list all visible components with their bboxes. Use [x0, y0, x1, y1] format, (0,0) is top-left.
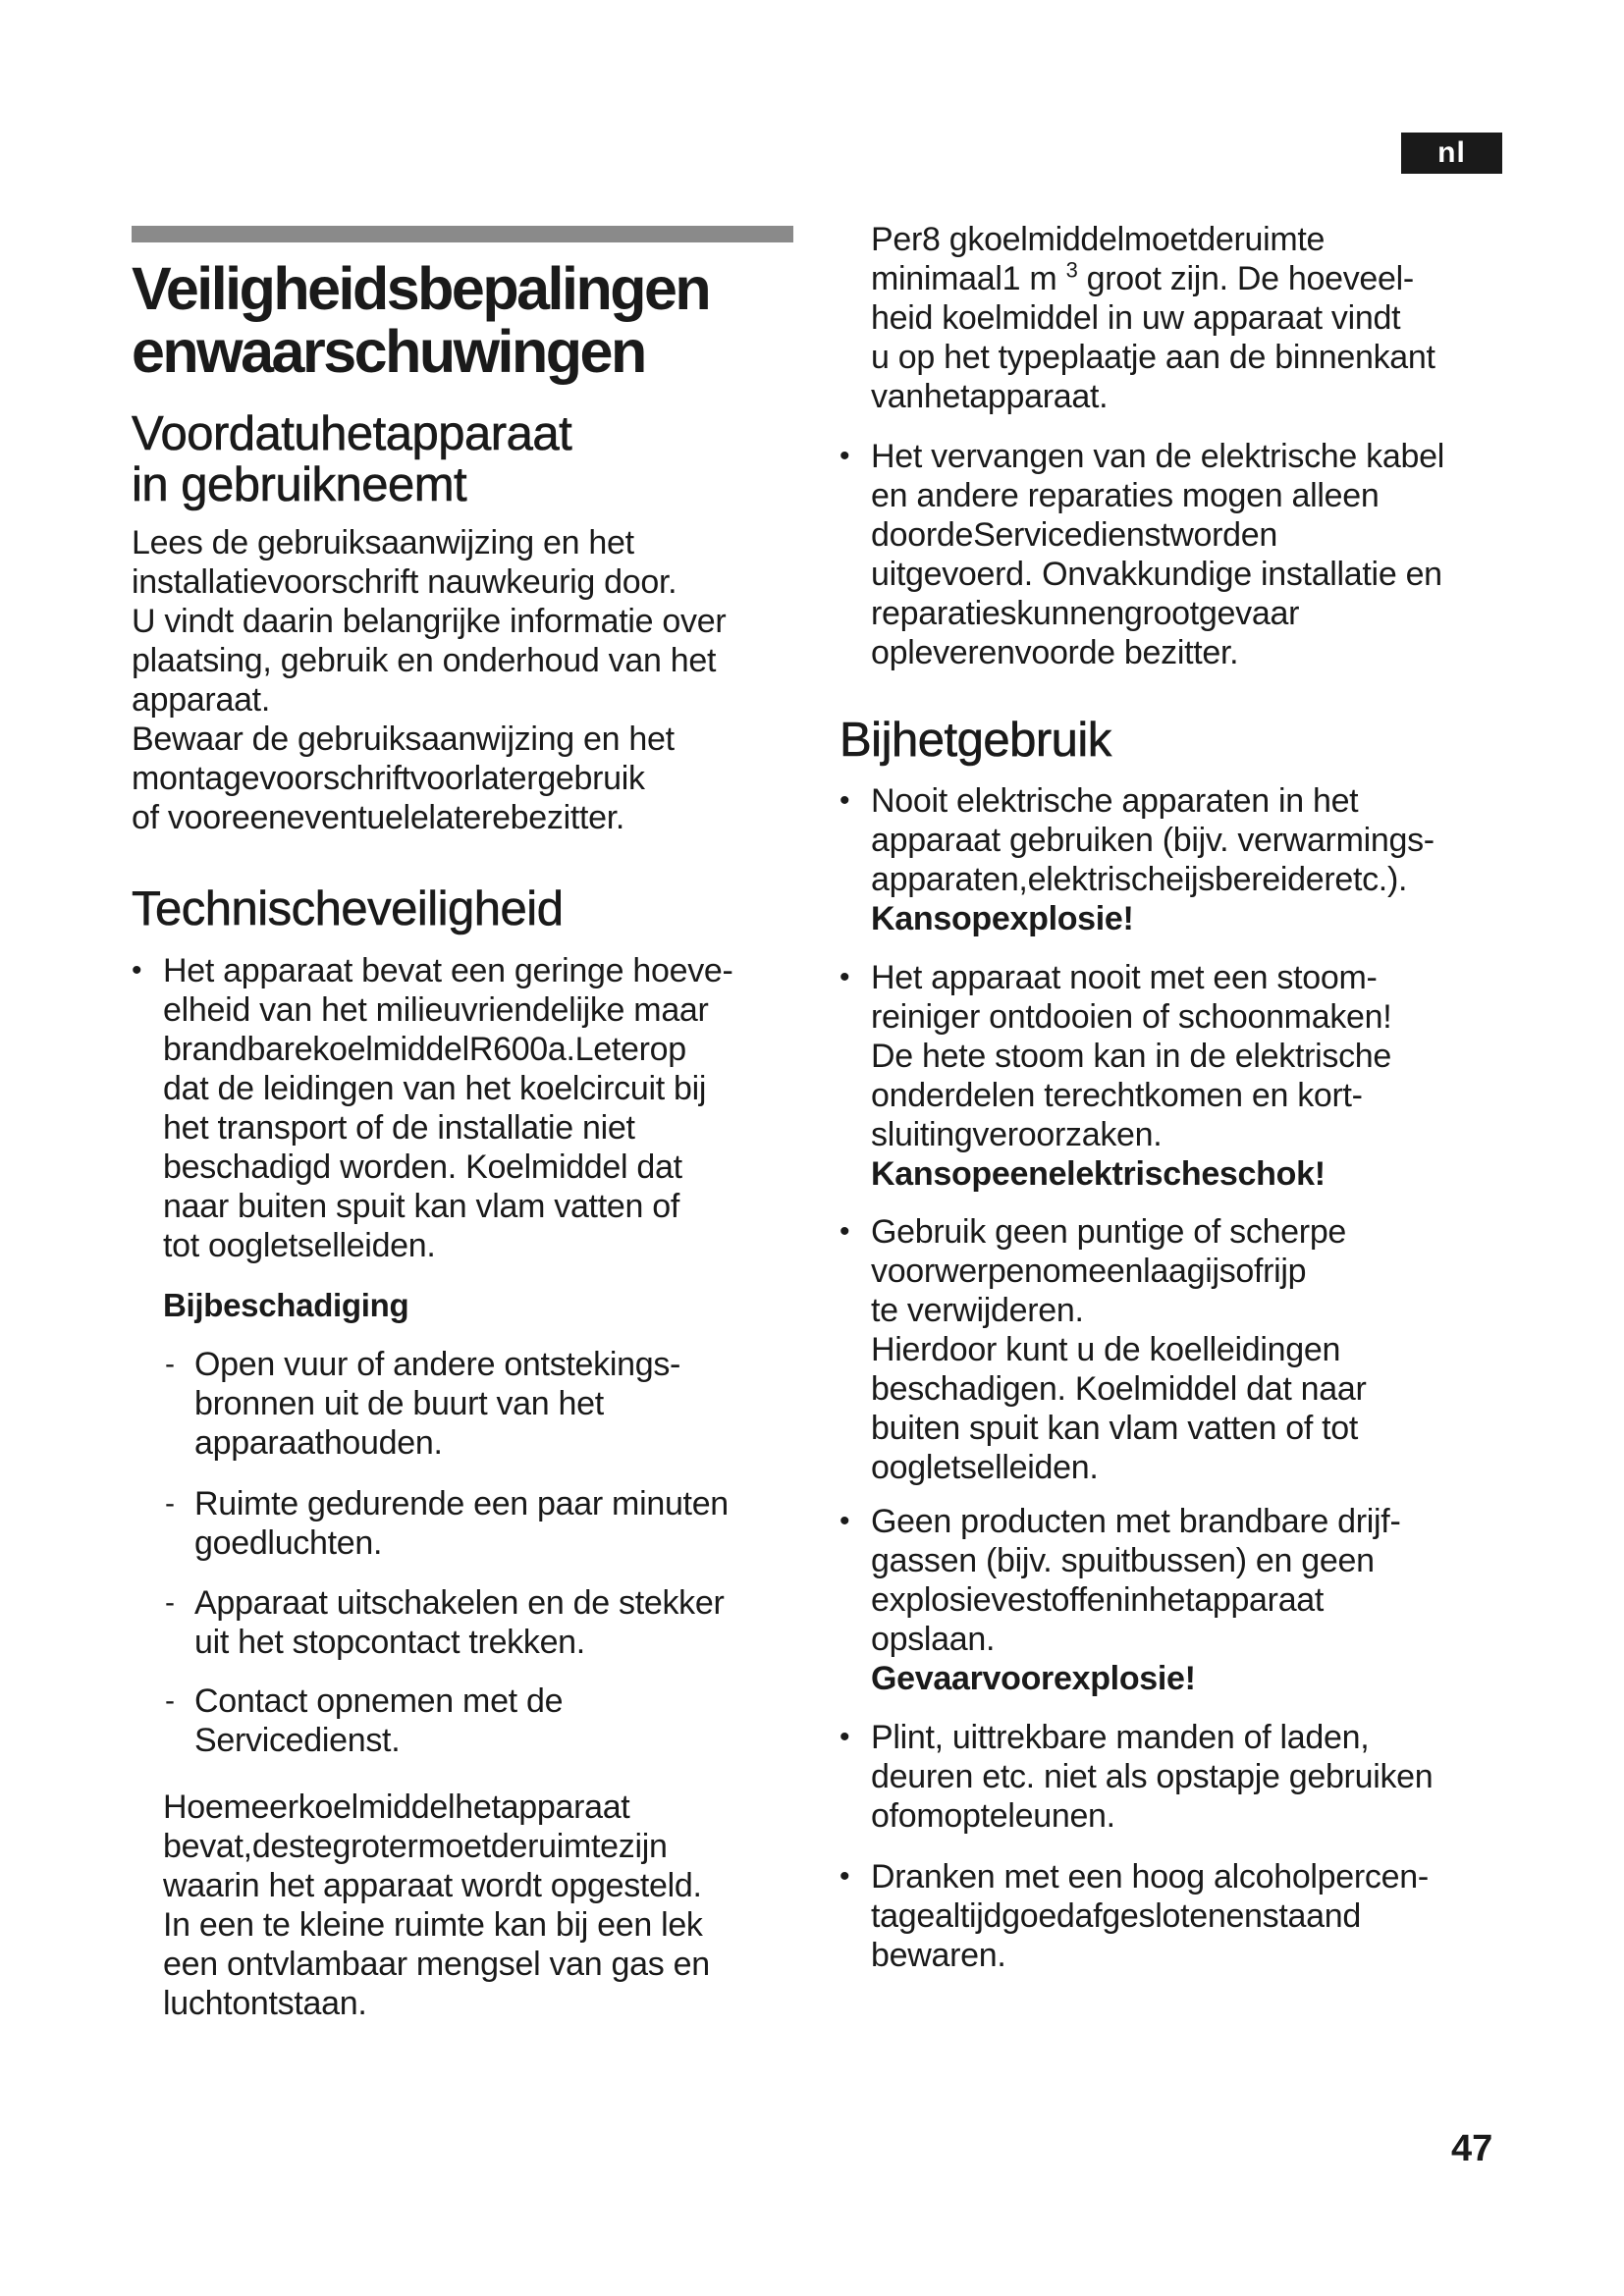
text-fragment: minimaal1 m — [871, 260, 1066, 297]
text-line: Het apparaat nooit met een stoom- — [871, 959, 1378, 996]
text-line: Apparaat uitschakelen en de stekker — [194, 1584, 725, 1622]
page-number: 47 — [1451, 2128, 1493, 2169]
bullet-alcohol — [839, 1857, 1429, 1975]
dash-item-ventilate — [165, 1484, 729, 1563]
text-line: apparaat gebruiken (bijv. verwarmings- — [871, 822, 1435, 859]
bullet-dot: • — [839, 440, 850, 472]
bullet-no-sharp-objects — [839, 1212, 1367, 1487]
page-title — [132, 257, 819, 383]
bullet-no-steam — [839, 958, 1392, 1194]
text-line: Het apparaat bevat een geringe hoeve- — [163, 952, 733, 989]
heading-line: Voordatuhetapparaat — [132, 407, 572, 460]
bullet-dot: • — [839, 1860, 850, 1893]
text-line: Open vuur of andere ontstekings- — [194, 1346, 681, 1383]
text-line: apparaat. — [132, 681, 270, 719]
text-line: Servicedienst. — [194, 1722, 401, 1759]
text-line: bronnen uit de buurt van het — [194, 1385, 604, 1422]
bullet-repairs — [839, 437, 1444, 672]
text-line: elheid van het milieuvriendelijke maar — [163, 991, 709, 1029]
text-line: U vindt daarin belangrijke informatie over — [132, 603, 727, 640]
text-line: installatievoorschrift nauwkeurig door. — [132, 563, 677, 601]
bullet-dot: • — [839, 961, 850, 993]
text-line: Lees de gebruiksaanwijzing en het — [132, 524, 634, 561]
text-line: naar buiten spuit kan vlam vatten of — [163, 1188, 679, 1225]
text-line: bewaren. — [871, 1937, 1006, 1974]
text-line: montagevoorschriftvoorlatergebruik — [132, 760, 645, 797]
page-title-line: Veiligheidsbepalingen — [132, 255, 710, 322]
text-line: Het vervangen van de elektrische kabel — [871, 438, 1444, 475]
text-line: beschadigd worden. Koelmiddel dat — [163, 1148, 682, 1186]
text-line: Nooit elektrische apparaten in het — [871, 782, 1359, 820]
text-line: De hete stoom kan in de elektrische — [871, 1038, 1392, 1075]
text-line: Bewaar de gebruiksaanwijzing en het — [132, 721, 675, 758]
text-line: het transport of de installatie niet — [163, 1109, 635, 1147]
text-line: opslaan. — [871, 1621, 996, 1658]
text-line: Per8 gkoelmiddelmoetderuimte — [871, 221, 1326, 258]
text-line: reparatieskunnengrootgevaar — [871, 595, 1300, 632]
text-line: In een te kleine ruimte kan bij een lek — [163, 1906, 703, 1944]
room-size-paragraph — [163, 1788, 710, 2023]
heading-technical-safety: Technischeveiligheid — [132, 882, 564, 935]
text-line: buiten spuit kan vlam vatten of tot — [871, 1410, 1359, 1447]
bullet-dot: • — [132, 954, 142, 987]
dash-item-fire — [165, 1345, 681, 1463]
text-fragment: groot zijn. De hoeveel- — [1077, 260, 1414, 297]
dash-item-unplug — [165, 1583, 725, 1662]
text-line: gassen (bijv. spuitbussen) en geen — [871, 1542, 1375, 1579]
heading-during-use: Bijhetgebruik — [839, 714, 1111, 767]
text-line: voorwerpenomeenlaagijsofrijp — [871, 1253, 1307, 1290]
text-line: of vooreeneventuelelaterebezitter. — [132, 799, 625, 836]
text-line: tagealtijdgoedafgeslotenenstaand — [871, 1897, 1361, 1935]
text-line: waarin het apparaat wordt opgesteld. — [163, 1867, 702, 1904]
bullet-dot: • — [839, 1505, 850, 1537]
text-line: reiniger ontdooien of schoonmaken! — [871, 998, 1392, 1036]
text-line: plaatsing, gebruik en onderhoud van het — [132, 642, 717, 679]
text-line: deuren etc. niet als opstapje gebruiken — [871, 1758, 1434, 1795]
text-line: sluitingveroorzaken. — [871, 1116, 1163, 1153]
text-line: te verwijderen. — [871, 1292, 1084, 1329]
dash-mark: - — [165, 1348, 175, 1380]
text-line: explosievestoffeninhetapparaat — [871, 1581, 1325, 1619]
text-line: onderdelen terechtkomen en kort- — [871, 1077, 1363, 1114]
dash-mark: - — [165, 1487, 175, 1520]
text-line: ofomopteleunen. — [871, 1797, 1115, 1835]
text-line: een ontvlambaar mengsel van gas en — [163, 1946, 710, 1983]
text-line: heid koelmiddel in uw apparaat vindt — [871, 299, 1401, 337]
text-line: opleverenvoorde bezitter. — [871, 634, 1239, 671]
heading-line: in gebruikneemt — [132, 458, 467, 511]
page-title-line: enwaarschuwingen — [132, 318, 645, 385]
text-line — [871, 259, 1435, 298]
dash-mark: - — [165, 1684, 175, 1717]
text-line: bevat,destegrotermoetderuimtezijn — [163, 1828, 668, 1865]
text-line: apparaten,elektrischeijsbereideretc.). — [871, 861, 1408, 898]
bullet-no-appliances — [839, 781, 1435, 938]
bullet-dot: • — [839, 1215, 850, 1248]
text-line: Hoemeerkoelmiddelhetapparaat — [163, 1789, 630, 1826]
intro-paragraph — [132, 523, 726, 837]
text-line: luchtontstaan. — [163, 1985, 367, 2022]
text-line: Plint, uittrekbare manden of laden, — [871, 1719, 1370, 1756]
bullet-dot: • — [839, 1721, 850, 1753]
heading-before-use — [132, 408, 571, 510]
text-line: dat de leidingen van het koelcircuit bij — [163, 1070, 707, 1107]
text-line: Gebruik geen puntige of scherpe — [871, 1213, 1347, 1251]
section-rule — [132, 226, 793, 242]
warning-text: Kansopexplosie! — [871, 900, 1134, 937]
text-line: Geen producten met brandbare drijf- — [871, 1503, 1401, 1540]
dash-mark: - — [165, 1586, 175, 1619]
bullet-refrigerant — [132, 951, 733, 1265]
text-line: brandbarekoelmiddelR600a.Leterop — [163, 1031, 686, 1068]
text-line: beschadigen. Koelmiddel dat naar — [871, 1370, 1367, 1408]
text-line: vanhetapparaat. — [871, 378, 1109, 415]
text-line: doordeServicedienstworden — [871, 516, 1277, 554]
warning-text: Gevaarvoorexplosie! — [871, 1660, 1196, 1697]
text-line: uitgevoerd. Onvakkundige installatie en — [871, 556, 1442, 593]
text-line: Dranken met een hoog alcoholpercen- — [871, 1858, 1429, 1896]
text-line: Ruimte gedurende een paar minuten — [194, 1485, 729, 1522]
text-line: en andere reparaties mogen alleen — [871, 477, 1380, 514]
language-badge: nl — [1401, 133, 1502, 174]
dash-item-service — [165, 1682, 564, 1760]
text-line: apparaathouden. — [194, 1424, 443, 1462]
text-line: Contact opnemen met de — [194, 1682, 564, 1720]
superscript: 3 — [1065, 257, 1078, 283]
bullet-no-step — [839, 1718, 1434, 1836]
refrigerant-room-continuation — [871, 220, 1435, 416]
text-line: tot oogletselleiden. — [163, 1227, 436, 1264]
subheading-damage: Bijbeschadiging — [163, 1287, 409, 1323]
text-line: u op het typeplaatje aan de binnenkant — [871, 339, 1435, 376]
text-line: Hierdoor kunt u de koelleidingen — [871, 1331, 1341, 1368]
text-line: oogletselleiden. — [871, 1449, 1099, 1486]
bullet-dot: • — [839, 784, 850, 817]
bullet-no-flammable — [839, 1502, 1401, 1698]
warning-text: Kansopeenelektrischeschok! — [871, 1155, 1326, 1193]
text-line: uit het stopcontact trekken. — [194, 1624, 585, 1661]
text-line: goedluchten. — [194, 1524, 383, 1562]
